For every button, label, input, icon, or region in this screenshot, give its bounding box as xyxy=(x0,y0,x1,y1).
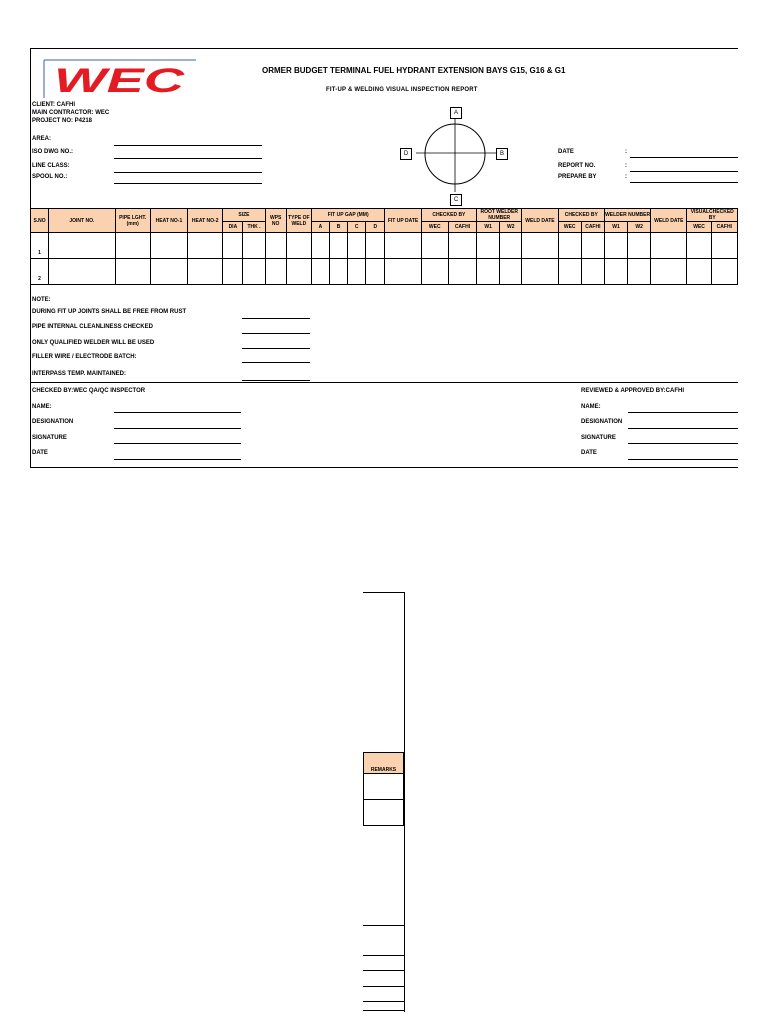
cell[interactable] xyxy=(421,259,448,285)
right-date-label: DATE xyxy=(581,450,597,456)
position-b-box: B xyxy=(496,148,508,160)
cell[interactable] xyxy=(223,259,243,285)
cell[interactable] xyxy=(500,233,522,259)
col-dia: DIA xyxy=(223,222,243,233)
col-joint-no: JOINT NO. xyxy=(49,209,115,233)
table-row xyxy=(31,259,738,285)
inspection-table xyxy=(30,208,738,285)
col-root-w2: W2 xyxy=(500,222,522,233)
row-number: 2 xyxy=(31,259,49,285)
report-no-line xyxy=(630,171,738,172)
cell[interactable] xyxy=(448,259,476,285)
col-type-of-weld: TYPE OF WELD xyxy=(286,209,311,233)
col-fitup-date: FIT UP DATE xyxy=(385,209,421,233)
left-name-label: NAME: xyxy=(32,404,52,410)
cell[interactable] xyxy=(348,233,366,259)
cell[interactable] xyxy=(49,259,115,285)
cell[interactable] xyxy=(604,259,627,285)
col-visual-wec: WEC xyxy=(687,222,711,233)
cell[interactable] xyxy=(385,259,421,285)
cell[interactable] xyxy=(150,259,187,285)
company-logo xyxy=(40,58,200,100)
cell[interactable] xyxy=(243,259,265,285)
frame-bottom xyxy=(30,467,738,468)
remarks-line xyxy=(363,986,404,987)
remarks-line xyxy=(363,925,404,926)
cell[interactable] xyxy=(366,259,385,285)
row-number: 1 xyxy=(31,233,49,259)
note-line xyxy=(242,362,310,363)
cell[interactable] xyxy=(558,233,581,259)
left-name-line xyxy=(114,412,241,413)
right-signature-label: SIGNATURE xyxy=(581,435,616,441)
cell[interactable] xyxy=(385,233,421,259)
col-root-welder: ROOT WELDER NUMBER xyxy=(477,209,522,222)
cell[interactable] xyxy=(366,233,385,259)
col-gap-d: D xyxy=(366,222,385,233)
cell[interactable] xyxy=(49,233,115,259)
cell[interactable] xyxy=(628,259,651,285)
note-line xyxy=(242,380,310,381)
table-header-row-1 xyxy=(31,209,738,222)
note-item: DURING FIT UP JOINTS SHALL BE FREE FROM RUST xyxy=(32,309,187,315)
col-welder-w2: W2 xyxy=(628,222,651,233)
cell[interactable] xyxy=(522,259,558,285)
remarks-cell[interactable] xyxy=(363,773,404,800)
col-welder-number: WELDER NUMBER xyxy=(604,209,650,222)
prepare-by-label: PREPARE BY xyxy=(558,174,597,180)
note-line xyxy=(242,348,310,349)
col-heat-no-2: HEAT NO-2 xyxy=(188,209,223,233)
cell[interactable] xyxy=(711,259,737,285)
col-weld-date-1: WELD DATE xyxy=(522,209,558,233)
prepare-by-colon: : xyxy=(625,174,627,180)
col-pipe-length: PIPE LGHT. (mm) xyxy=(115,209,150,233)
right-designation-line xyxy=(628,428,738,429)
note-item: ONLY QUALIFIED WELDER WILL BE USED xyxy=(32,340,155,346)
col-welder-w1: W1 xyxy=(604,222,627,233)
col-wps-no: WPS NO xyxy=(265,209,286,233)
remarks-right-border xyxy=(404,592,405,1012)
cell[interactable] xyxy=(448,233,476,259)
line-class-line xyxy=(114,172,262,173)
col-checked-wec-1: WEC xyxy=(421,222,448,233)
area-line xyxy=(114,145,262,146)
cell[interactable] xyxy=(477,259,500,285)
cell[interactable] xyxy=(687,259,711,285)
left-date-line xyxy=(114,459,241,460)
remarks-top-line xyxy=(363,592,404,593)
signoff-divider xyxy=(30,382,738,383)
cell[interactable] xyxy=(188,259,223,285)
spool-no-line xyxy=(114,183,262,184)
note-item: PIPE INTERNAL CLEANLINESS CHECKED xyxy=(32,324,153,330)
col-checked-by-1: CHECKED BY xyxy=(421,209,476,222)
cell[interactable] xyxy=(265,259,286,285)
spool-no-label: SPOOL NO.: xyxy=(32,174,68,180)
col-size: SIZE xyxy=(223,209,265,222)
report-no-label: REPORT NO. xyxy=(558,163,596,169)
col-weld-date-2: WELD DATE xyxy=(651,209,687,233)
right-signature-line xyxy=(628,443,738,444)
reviewed-by-title: REVIEWED & APPROVED BY:CAFHI xyxy=(581,388,685,394)
prepare-by-line xyxy=(630,182,738,183)
cell[interactable] xyxy=(558,259,581,285)
cell[interactable] xyxy=(243,233,265,259)
note-line xyxy=(242,333,310,334)
iso-dwg-line xyxy=(114,158,262,159)
col-checked-wec-2: WEC xyxy=(558,222,581,233)
left-signature-line xyxy=(114,443,241,444)
remarks-cell[interactable] xyxy=(363,799,404,826)
col-visual-cafhi: CAFHI xyxy=(711,222,737,233)
col-checked-cafhi-1: CAFHI xyxy=(448,222,476,233)
col-gap-a: A xyxy=(311,222,329,233)
right-name-line xyxy=(628,412,738,413)
position-d-box: D xyxy=(400,148,412,160)
col-heat-no-1: HEAT NO-1 xyxy=(150,209,187,233)
cell[interactable] xyxy=(115,233,150,259)
left-designation-line xyxy=(114,428,241,429)
left-date-label: DATE xyxy=(32,450,48,456)
report-no-colon: : xyxy=(625,163,627,169)
position-a-box: A xyxy=(450,107,462,119)
note-item: FILLER WIRE / ELECTRODE BATCH: xyxy=(32,354,137,360)
line-class-label: LINE CLASS: xyxy=(32,163,70,169)
col-sno: S.NO xyxy=(31,209,49,233)
cell[interactable] xyxy=(286,259,311,285)
main-contractor-label: MAIN CONTRACTOR: WEC xyxy=(32,110,110,116)
cell[interactable] xyxy=(628,233,651,259)
report-subtitle: FIT-UP & WELDING VISUAL INSPECTION REPORT xyxy=(326,87,478,93)
col-thk: THK . xyxy=(243,222,265,233)
date-line xyxy=(630,157,738,158)
remarks-line xyxy=(363,1010,404,1011)
cell[interactable] xyxy=(604,233,627,259)
logo-text: WEC xyxy=(54,62,185,100)
project-no-label: PROJECT NO: P4218 xyxy=(32,118,93,124)
col-checked-by-2: CHECKED BY xyxy=(558,209,604,222)
page-title: ORMER BUDGET TERMINAL FUEL HYDRANT EXTENSION BAYS G15, G16 & G1 xyxy=(262,66,566,75)
checked-by-title: CHECKED BY:WEC QA/QC INSPECTOR xyxy=(32,388,146,394)
cell[interactable] xyxy=(581,259,604,285)
cell[interactable] xyxy=(500,259,522,285)
cell[interactable] xyxy=(421,233,448,259)
left-signature-label: SIGNATURE xyxy=(32,435,67,441)
client-label: CLIENT: CAFHI xyxy=(32,102,75,108)
table-row xyxy=(31,233,738,259)
remarks-line xyxy=(363,955,404,956)
frame-top xyxy=(30,48,738,49)
cell[interactable] xyxy=(711,233,737,259)
cell[interactable] xyxy=(311,233,329,259)
col-gap-b: B xyxy=(330,222,348,233)
cell[interactable] xyxy=(286,233,311,259)
right-name-label: NAME: xyxy=(581,404,601,410)
area-label: AREA: xyxy=(32,136,51,142)
col-root-w1: W1 xyxy=(477,222,500,233)
col-fitup-gap: FIT UP GAP (MM) xyxy=(311,209,385,222)
left-designation-label: DESIGNATION xyxy=(32,419,74,425)
date-label: DATE xyxy=(558,149,574,155)
notes-title: NOTE: xyxy=(32,297,51,303)
cell[interactable] xyxy=(348,259,366,285)
cell[interactable] xyxy=(522,233,558,259)
remarks-line xyxy=(363,970,404,971)
cell[interactable] xyxy=(651,233,687,259)
cell[interactable] xyxy=(311,259,329,285)
right-date-line xyxy=(628,459,738,460)
cell[interactable] xyxy=(651,259,687,285)
cell[interactable] xyxy=(223,233,243,259)
note-line xyxy=(242,318,310,319)
position-c-box: C xyxy=(450,194,462,206)
iso-dwg-label: ISO DWG NO.: xyxy=(32,149,73,155)
cell[interactable] xyxy=(265,233,286,259)
cell[interactable] xyxy=(687,233,711,259)
date-colon: : xyxy=(625,149,627,155)
col-checked-cafhi-2: CAFHI xyxy=(581,222,604,233)
col-gap-c: C xyxy=(348,222,366,233)
remarks-line xyxy=(363,1001,404,1002)
cell[interactable] xyxy=(115,259,150,285)
cell[interactable] xyxy=(150,233,187,259)
cell[interactable] xyxy=(330,233,348,259)
cell[interactable] xyxy=(581,233,604,259)
cell[interactable] xyxy=(477,233,500,259)
col-visual-checked-by: VISUALCHECKED BY xyxy=(687,209,738,222)
cell[interactable] xyxy=(188,233,223,259)
right-designation-label: DESIGNATION xyxy=(581,419,623,425)
note-item: INTERPASS TEMP. MAINTAINED: xyxy=(32,371,127,377)
remarks-header: REMARKS xyxy=(363,752,404,774)
cell[interactable] xyxy=(330,259,348,285)
